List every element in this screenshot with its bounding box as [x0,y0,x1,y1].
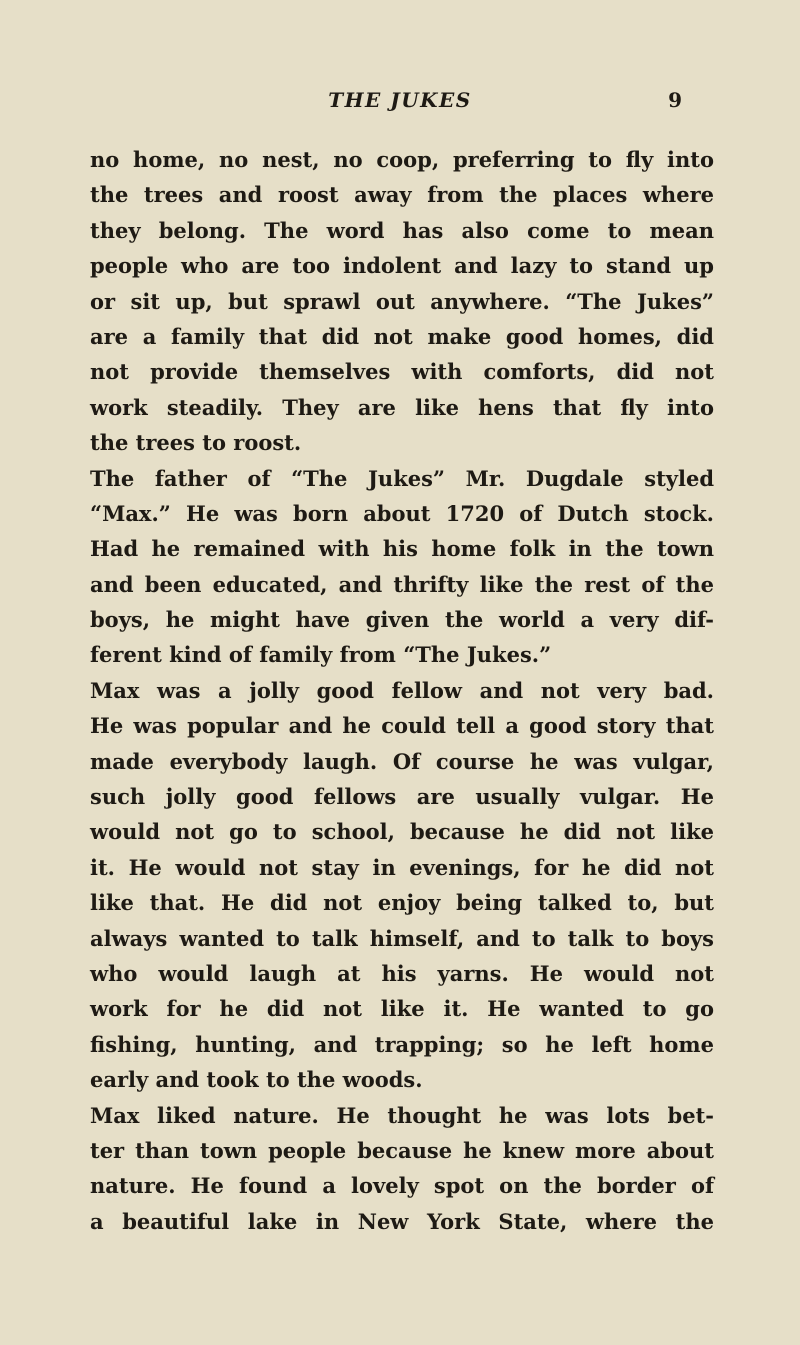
text-line: Had he remained with his home folk in the town [90,536,714,562]
text-line: work steadily. They are like hens that fly into [90,394,714,420]
text-line: are a family that did not make good homes, did [90,323,714,349]
text-line: boys, he might have given the world a very dif- [90,607,714,633]
text-line: and been educated, and thrifty like the rest of the [90,571,714,597]
text-line: The father of “The Jukes” Mr. Dugdale styled [90,465,714,491]
body-text [90,142,714,1239]
text-line: people who are too indolent and lazy to stand up [90,253,714,279]
running-title: THE JUKES [328,88,472,112]
text-line: such jolly good fellows are usually vulgar. He [90,784,714,810]
text-line: early and took to the woods. [90,1067,423,1093]
text-line: would not go to school, because he did not like [90,819,714,845]
text-line: work for he did not like it. He wanted to go [90,996,714,1022]
text-line: no home, no nest, no coop, preferring to fly into [90,147,714,172]
text-line: the trees to roost. [90,430,302,456]
text-line: or sit up, but sprawl out anywhere. “The Jukes” [90,288,714,314]
page-header [0,88,800,118]
text-line: a beautiful lake in New York State, where the [90,1208,714,1234]
text-line: “Max.” He was born about 1720 of Dutch stock. [90,500,714,526]
text-line: He was popular and he could tell a good story that [90,713,714,739]
text-line: the trees and roost away from the places where [90,182,714,208]
text-line: ter than town people because he knew more about [90,1137,714,1163]
page-number: 9 [668,88,682,112]
text-line: not provide themselves with comforts, did not [90,359,714,385]
text-line: like that. He did not enjoy being talked to, but [90,890,714,916]
text-line: who would laugh at his yarns. He would not [90,960,714,986]
text-line: it. He would not stay in evenings, for he did not [90,854,714,880]
text-line: nature. He found a lovely spot on the border of [90,1173,714,1199]
text-line: always wanted to talk himself, and to talk to boys [90,925,714,951]
text-line: ferent kind of family from “The Jukes.” [90,642,552,668]
text-line: fishing, hunting, and trapping; so he left home [90,1031,714,1057]
text-line: made everybody laugh. Of course he was vulgar, [90,748,714,774]
text-line: they belong. The word has also come to mean [90,217,714,243]
text-line: Max liked nature. He thought he was lots bet- [90,1102,714,1128]
text-line: Max was a jolly good fellow and not very bad. [90,677,714,703]
